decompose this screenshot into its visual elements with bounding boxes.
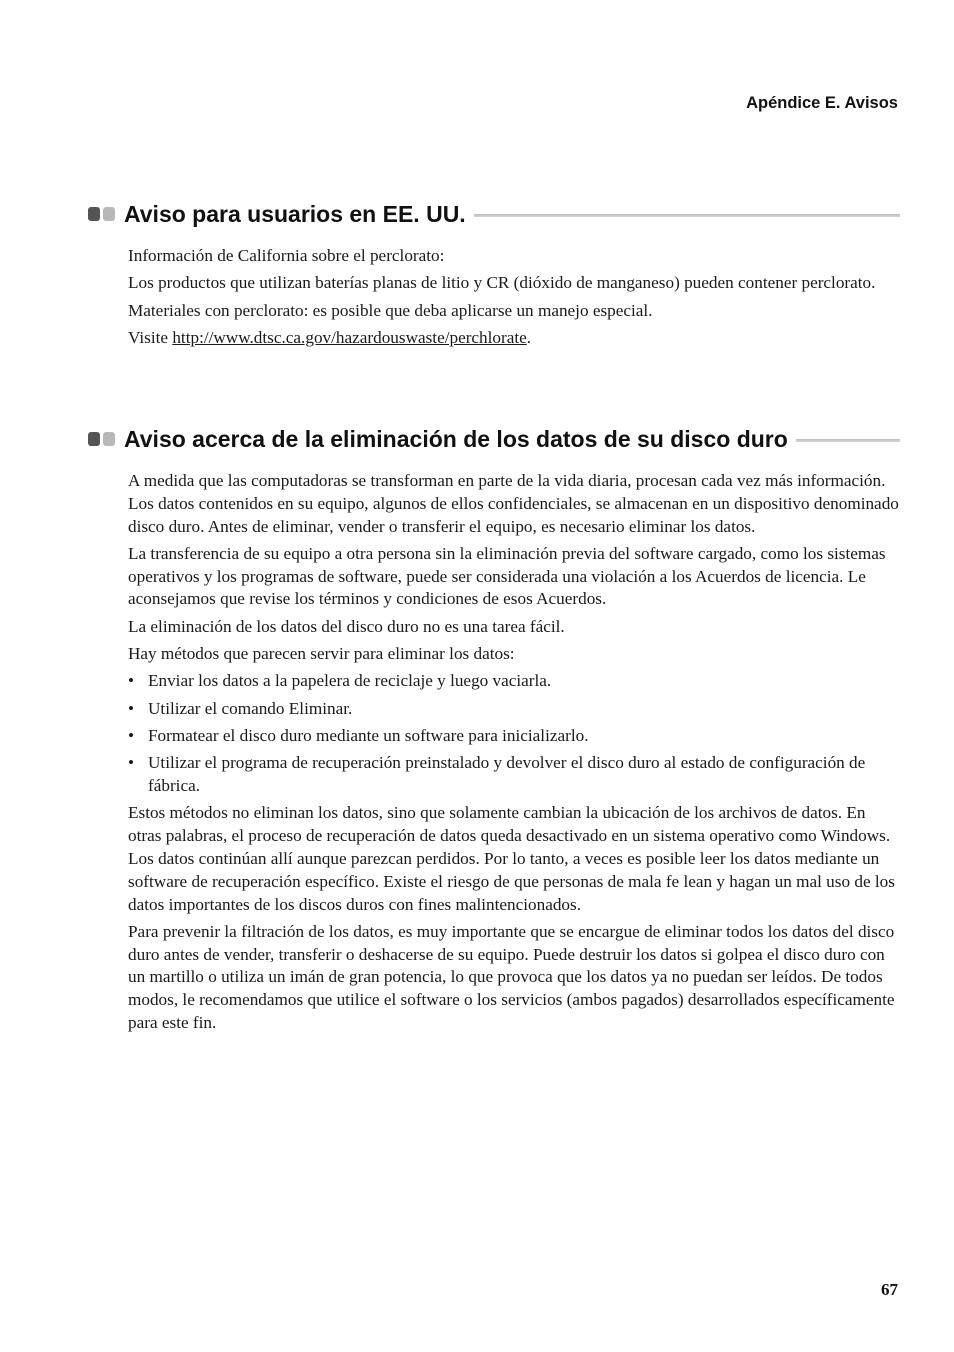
heading-rule	[474, 214, 900, 217]
page-number: 67	[881, 1280, 898, 1299]
paragraph: La eliminación de los datos del disco duro no es una tarea fácil.	[128, 616, 565, 636]
visit-paragraph	[128, 327, 900, 350]
section-heading-disk-data	[88, 424, 900, 454]
running-header: Apéndice E. Avisos	[746, 94, 898, 112]
paragraph: Hay métodos que parecen servir para eliminar los datos:	[128, 644, 515, 664]
paragraph: La transferencia de su equipo a otra persona sin la eliminación previa del software cargado, como los sistemas operativos y los programas de software, puede ser considerada una violación a los Acuerdos de licencia. Le aconsejamos que revise los términos y condiciones de esos Acuerdos.	[128, 543, 886, 609]
list-item: • Utilizar el programa de recuperación preinstalado y devolver el disco duro al estado de configuración de fábrica.	[128, 752, 900, 798]
visit-suffix: .	[526, 327, 532, 347]
list-item: • Formatear el disco duro mediante un software para inicializarlo.	[128, 725, 900, 748]
paragraph: Estos métodos no eliminan los datos, sino que solamente cambian la ubicación de los archivos de datos. En otras palabras, el proceso de recuperación de datos queda desactivado en un sistema operativo como Windows. Los datos continúan allí aunque parezcan perdidos. Por lo tanto, a veces es posible leer los datos mediante un software de recuperación específico. Existe el riesgo de que personas de mala fe lean y hagan un mal uso de los datos importantes de los discos duros con fines malintencionados.	[128, 803, 895, 914]
visit-prefix: Visite	[128, 327, 173, 347]
section-body-us-users	[128, 245, 900, 354]
paragraph: Información de California sobre el perclorato:	[128, 246, 445, 265]
section-title: Aviso acerca de la eliminación de los datos de su disco duro	[124, 425, 788, 452]
paragraph: Materiales con perclorato: es posible que deba aplicarse un manejo especial.	[128, 300, 653, 320]
section-body-disk-data	[128, 470, 900, 1039]
heading-bullet-icon	[88, 207, 115, 221]
section-heading-us-users	[88, 199, 900, 229]
heading-rule	[796, 439, 900, 442]
list-item: • Utilizar el comando Eliminar.	[128, 698, 900, 721]
paragraph: A medida que las computadoras se transforman en parte de la vida diaria, procesan cada vez más información. Los datos contenidos en su equipo, algunos de ellos confidenciales, se almacenan en un dispositivo denominado disco duro. Antes de eliminar, vender o transferir el equipo, es necesario eliminar los datos.	[128, 471, 899, 536]
list-item: • Enviar los datos a la papelera de reciclaje y luego vaciarla.	[128, 670, 900, 693]
section-title: Aviso para usuarios en EE. UU.	[124, 200, 466, 227]
paragraph: Para prevenir la filtración de los datos, es muy importante que se encargue de eliminar todos los datos del disco duro antes de vender, transferir o deshacerse de su equipo. Puede destruir los datos si golpea el disco duro con un martillo o utiliza un imán de gran potencia, lo que provoca que los datos ya no puedan ser leídos. De todos modos, le recomendamos que utilice el software o los servicios (ambos pagados) desarrollados específicamente para este fin.	[128, 921, 895, 1033]
paragraph: Los productos que utilizan baterías planas de litio y CR (dióxido de manganeso) pueden contener perclorato.	[128, 273, 876, 293]
perchlorate-link[interactable]: http://www.dtsc.ca.gov/hazardouswaste/perchlorate	[172, 327, 527, 347]
methods-list	[128, 670, 900, 797]
heading-bullet-icon	[88, 432, 115, 446]
